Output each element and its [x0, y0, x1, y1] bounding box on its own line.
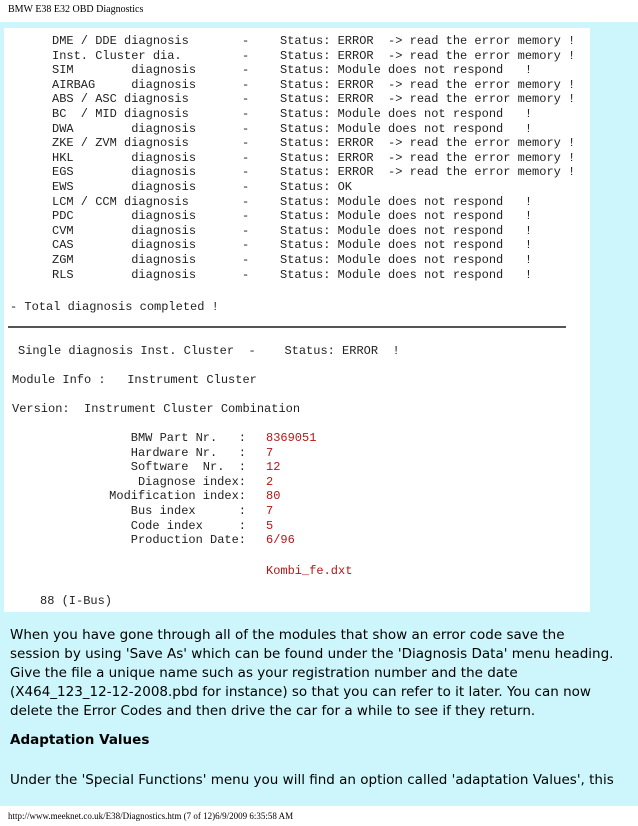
module-dash: -	[242, 238, 250, 253]
module-status: Status: ERROR -> read the error memory !	[280, 92, 576, 107]
module-dash: -	[242, 34, 250, 48]
module-status: Status: Module does not respond !	[280, 223, 533, 238]
bus-line: 88 (I-Bus)	[40, 594, 113, 608]
print-header	[0, 0, 638, 22]
paragraph-line: session by using 'Save As' which can be found under the 'Diagnosis Data' menu heading.	[10, 646, 614, 662]
module-dash: -	[242, 121, 250, 136]
module-status: Status: Module does not respond !	[280, 267, 533, 282]
detail-label: Diagnose index:	[137, 474, 246, 489]
module-status: Status: Module does not respond !	[280, 253, 533, 267]
file-name: Kombi_fe.dxt	[266, 564, 353, 578]
module-dash: -	[242, 48, 250, 63]
module-name: DME / DDE diagnosis	[52, 34, 189, 48]
module-dash: -	[242, 209, 250, 224]
footer-url: http://www.meeknet.co.uk/E38/Diagnostics.htm (7 of 12)6/9/2009 6:35:58 AM	[8, 811, 294, 821]
module-name: PDC diagnosis	[52, 209, 197, 224]
header-title: BMW E38 E32 OBD Diagnostics	[8, 4, 144, 15]
detail-value: 5	[266, 518, 274, 533]
module-status: Status: OK	[280, 180, 353, 194]
paragraph-line: (X464_123_12-12-2008.pbd for instance) so that you can refer to it later. You can now	[10, 684, 591, 700]
module-status: Status: ERROR -> read the error memory !	[280, 48, 576, 63]
module-name: ABS / ASC diagnosis	[52, 92, 189, 107]
module-dash: -	[242, 63, 250, 78]
detail-row	[4, 504, 590, 518]
module-name: ZKE / ZVM diagnosis	[52, 136, 189, 151]
module-status: Status: ERROR -> read the error memory !	[280, 34, 576, 48]
module-status: Status: Module does not respond !	[280, 107, 533, 121]
paragraph-line: When you have gone through all of the modules that show an error code save the	[10, 627, 565, 643]
module-name: CVM diagnosis	[52, 223, 197, 238]
module-name: ZGM diagnosis	[52, 253, 197, 267]
single-diagnosis-line: Single diagnosis Inst. Cluster - Status: ERROR !	[18, 344, 400, 358]
module-dash: -	[242, 180, 250, 194]
detail-label: BMW Part Nr. :	[130, 431, 246, 445]
module-dash: -	[242, 253, 250, 267]
module-status: Status: Module does not respond !	[280, 121, 533, 136]
module-dash: -	[242, 223, 250, 238]
detail-row	[4, 475, 590, 489]
module-name: HKL diagnosis	[52, 150, 197, 165]
module-dash: -	[242, 267, 250, 282]
module-name: AIRBAG diagnosis	[52, 77, 197, 92]
module-name: Inst. Cluster dia.	[52, 48, 182, 63]
module-status: Status: Module does not respond !	[280, 63, 533, 78]
module-name: EGS diagnosis	[52, 165, 197, 180]
detail-row	[4, 519, 590, 533]
detail-label: Software Nr. :	[130, 460, 246, 475]
heading-adaptation-values: Adaptation Values	[10, 732, 150, 748]
detail-row	[4, 446, 590, 460]
module-dash: -	[242, 77, 250, 92]
module-info-line: Module Info : Instrument Cluster	[12, 373, 257, 387]
separator-line	[8, 326, 566, 328]
detail-value: 8369051	[266, 431, 317, 445]
module-status: Status: Module does not respond !	[280, 238, 533, 253]
module-name: CAS diagnosis	[52, 238, 197, 253]
module-name: BC / MID diagnosis	[52, 107, 189, 121]
detail-value: 80	[266, 489, 281, 504]
module-name: EWS diagnosis	[52, 180, 197, 194]
detail-value: 7	[266, 504, 274, 518]
module-dash: -	[242, 136, 250, 151]
paragraph-adaptation: Under the 'Special Functions' menu you will find an option called 'adaptation Values', this	[10, 772, 614, 788]
detail-value: 2	[266, 474, 274, 489]
module-dash: -	[242, 92, 250, 107]
module-dash: -	[242, 194, 250, 209]
detail-row	[4, 489, 590, 503]
module-status: Status: Module does not respond !	[280, 209, 533, 224]
detail-value: 6/96	[266, 533, 295, 548]
paragraph-line: Give the file a unique name such as your registration number and the date	[10, 665, 518, 681]
module-status: Status: ERROR -> read the error memory !	[280, 77, 576, 92]
module-status: Status: ERROR -> read the error memory !	[280, 150, 576, 165]
module-dash: -	[242, 165, 250, 180]
detail-row	[4, 431, 590, 445]
detail-label: Modification index:	[109, 489, 246, 504]
detail-row	[4, 533, 590, 547]
diagnostics-screenshot	[4, 28, 590, 612]
print-footer	[0, 806, 638, 826]
version-line: Version: Instrument Cluster Combination	[12, 402, 301, 416]
module-status: Status: Module does not respond !	[280, 194, 533, 209]
module-dash: -	[242, 150, 250, 165]
detail-label: Code index :	[130, 518, 246, 533]
detail-label: Bus index :	[130, 504, 246, 518]
module-status: Status: ERROR -> read the error memory !	[280, 165, 576, 180]
module-name: DWA diagnosis	[52, 121, 197, 136]
detail-label: Production Date:	[130, 533, 246, 548]
detail-value: 7	[266, 445, 274, 460]
total-diagnosis-line: - Total diagnosis completed !	[10, 300, 219, 314]
detail-label: Hardware Nr. :	[130, 445, 246, 460]
module-name: SIM diagnosis	[52, 63, 197, 78]
paragraph-line: delete the Error Codes and then drive the car for a while to see if they return.	[10, 703, 536, 719]
detail-value: 12	[266, 460, 281, 475]
module-name: RLS diagnosis	[52, 267, 197, 282]
detail-row	[4, 460, 590, 474]
module-name: LCM / CCM diagnosis	[52, 194, 189, 209]
module-dash: -	[242, 107, 250, 121]
module-status: Status: ERROR -> read the error memory !	[280, 136, 576, 151]
